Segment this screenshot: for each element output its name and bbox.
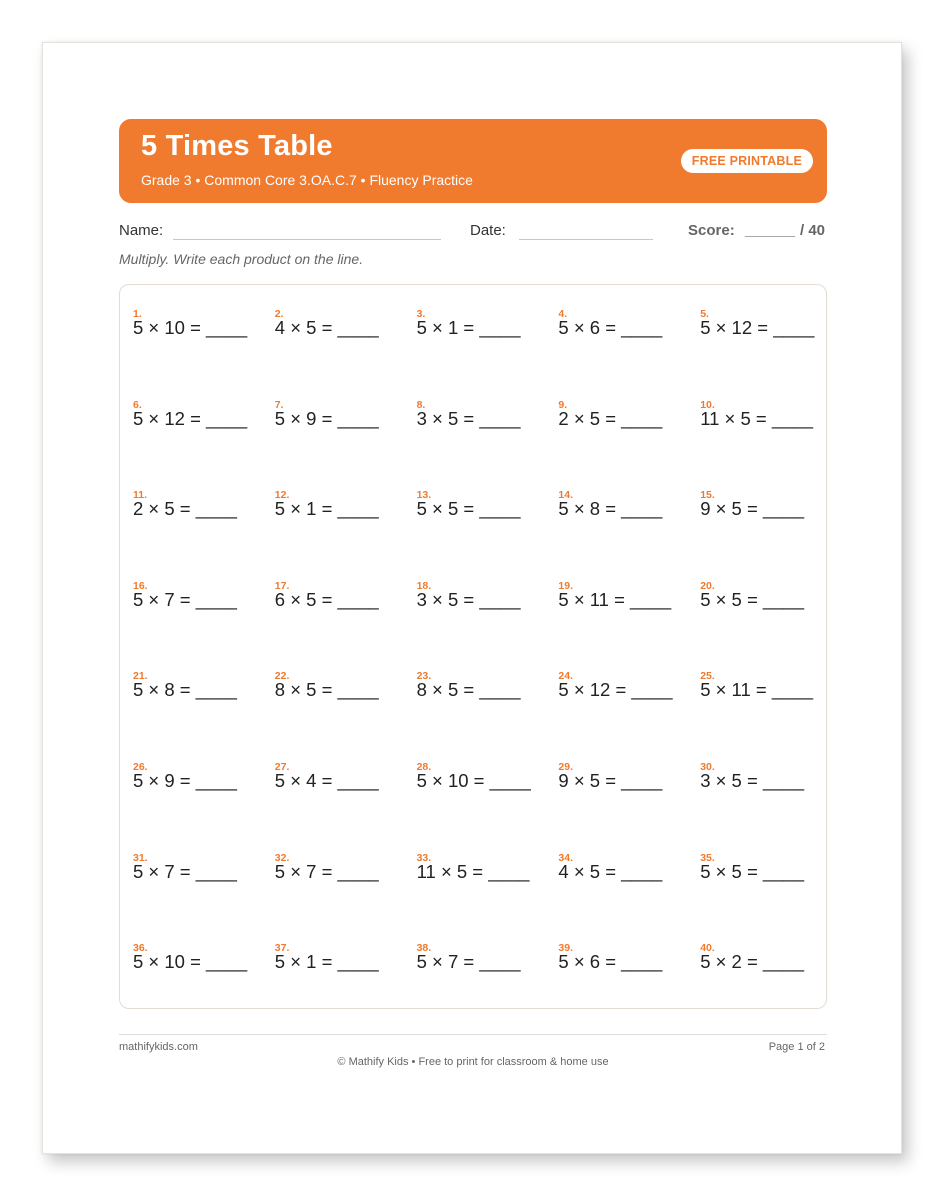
problem-item[interactable] <box>558 761 698 801</box>
problem-number: 20. <box>700 579 715 592</box>
title-banner <box>119 119 827 203</box>
problem-item[interactable] <box>558 489 698 529</box>
problem-equation: 5 × 1 = ____ <box>274 951 379 973</box>
problem-item[interactable] <box>558 399 698 439</box>
problem-equation: 5 × 12 = ____ <box>133 407 248 429</box>
problem-equation: 5 × 5 = ____ <box>700 860 805 882</box>
problem-item[interactable] <box>275 670 415 710</box>
problem-equation: 5 × 7 = ____ <box>133 860 237 882</box>
problem-number: 28. <box>416 761 432 773</box>
name-field[interactable] <box>173 239 441 240</box>
problem-item[interactable] <box>133 308 273 348</box>
worksheet-subtitle: Grade 3 • Common Core 3.OA.C.7 • Fluency Practice <box>141 172 473 188</box>
problem-item[interactable] <box>275 489 415 529</box>
problem-equation: 5 × 5 = ____ <box>416 498 521 520</box>
problem-equation: 3 × 5 = ____ <box>416 588 521 610</box>
problem-item[interactable] <box>275 942 415 982</box>
problem-number: 22. <box>274 670 290 683</box>
problem-item[interactable] <box>133 670 273 710</box>
problem-number: 10. <box>700 398 715 411</box>
problem-number: 24. <box>558 670 573 683</box>
problem-number: 32. <box>274 851 290 864</box>
problem-equation: 5 × 12 = ____ <box>700 317 815 338</box>
problem-item[interactable] <box>700 489 840 529</box>
problem-number: 38. <box>416 942 432 955</box>
problem-item[interactable] <box>558 580 698 620</box>
problem-number: 30. <box>700 761 715 773</box>
problem-number: 35. <box>700 851 715 864</box>
instructions: Multiply. Write each product on the line. <box>119 251 364 267</box>
name-label: Name: <box>119 222 164 239</box>
problem-equation: 3 × 5 = ____ <box>700 770 805 791</box>
problem-equation: 6 × 5 = ____ <box>274 588 379 610</box>
problem-number: 13. <box>416 489 432 502</box>
problem-equation: 2 × 5 = ____ <box>558 407 663 429</box>
score-label: Score: <box>688 222 735 239</box>
problem-item[interactable] <box>700 308 840 348</box>
score-field[interactable]: ______ <box>745 222 796 239</box>
problem-item[interactable] <box>558 670 698 710</box>
problem-number: 33. <box>416 851 432 864</box>
problem-equation: 9 × 5 = ____ <box>700 498 805 520</box>
problem-equation: 8 × 5 = ____ <box>416 679 521 701</box>
footer-divider <box>119 1034 827 1035</box>
problem-equation: 5 × 7 = ____ <box>133 588 237 610</box>
problem-number: 23. <box>416 670 432 683</box>
problem-number: 12. <box>274 489 290 502</box>
worksheet-title: 5 Times Table <box>141 130 333 162</box>
problem-item[interactable] <box>417 761 557 801</box>
problem-equation: 5 × 11 = ____ <box>700 679 814 701</box>
date-label: Date: <box>470 222 506 239</box>
problem-equation: 5 × 2 = ____ <box>700 951 805 973</box>
problem-number: 14. <box>558 489 573 502</box>
problem-number: 37. <box>274 942 290 955</box>
problem-number: 9. <box>558 398 568 411</box>
problem-number: 8. <box>416 398 426 411</box>
problem-equation: 5 × 11 = ____ <box>558 588 672 610</box>
problem-equation: 5 × 4 = ____ <box>274 770 379 791</box>
free-printable-badge: FREE PRINTABLE <box>681 149 813 173</box>
problem-number: 39. <box>558 942 573 955</box>
problem-equation: 5 × 7 = ____ <box>274 860 379 882</box>
problem-item[interactable] <box>133 852 273 892</box>
problem-number: 2. <box>274 308 284 320</box>
problem-item[interactable] <box>133 399 273 439</box>
problem-number: 3. <box>416 308 426 320</box>
problem-equation: 5 × 10 = ____ <box>133 317 248 338</box>
problem-item[interactable] <box>133 942 273 982</box>
problem-number: 6. <box>133 398 142 411</box>
problem-number: 40. <box>700 942 715 955</box>
score-total: / 40 <box>800 222 826 239</box>
problem-equation: 8 × 5 = ____ <box>274 679 379 701</box>
problem-item[interactable] <box>558 942 698 982</box>
problem-item[interactable] <box>133 761 273 801</box>
date-field[interactable] <box>519 239 653 240</box>
problem-item[interactable] <box>417 942 557 982</box>
problem-item[interactable] <box>417 308 557 348</box>
problem-equation: 5 × 6 = ____ <box>558 317 663 338</box>
problem-number: 17. <box>274 579 290 592</box>
problem-equation: 5 × 9 = ____ <box>133 770 237 791</box>
problem-equation: 5 × 12 = ____ <box>558 679 673 701</box>
problem-item[interactable] <box>133 580 273 620</box>
worksheet-page <box>42 42 902 1154</box>
problem-equation: 5 × 7 = ____ <box>416 951 521 973</box>
problem-number: 27. <box>274 761 290 773</box>
problem-equation: 5 × 10 = ____ <box>133 951 248 973</box>
problem-item[interactable] <box>700 670 840 710</box>
problem-item[interactable] <box>700 852 840 892</box>
problem-equation: 2 × 5 = ____ <box>133 498 237 520</box>
problem-item[interactable] <box>700 942 840 982</box>
problem-number: 15. <box>700 489 715 502</box>
student-info-row <box>119 222 827 244</box>
problem-grid <box>119 284 827 1009</box>
problem-equation: 4 × 5 = ____ <box>274 317 379 338</box>
problem-equation: 5 × 1 = ____ <box>416 317 521 338</box>
problem-item[interactable] <box>700 580 840 620</box>
problem-number: 11. <box>133 489 148 502</box>
problem-item[interactable] <box>700 399 840 439</box>
problem-item[interactable] <box>275 308 415 348</box>
problem-item[interactable] <box>275 399 415 439</box>
problem-number: 4. <box>558 308 568 320</box>
problem-item[interactable] <box>417 489 557 529</box>
problem-number: 18. <box>416 579 432 592</box>
problem-equation: 5 × 6 = ____ <box>558 951 663 973</box>
problem-number: 25. <box>700 670 715 683</box>
problem-equation: 9 × 5 = ____ <box>558 770 663 791</box>
problem-item[interactable] <box>417 852 557 892</box>
problem-equation: 11 × 5 = ____ <box>416 860 530 882</box>
problem-number: 29. <box>558 761 573 773</box>
problem-item[interactable] <box>558 852 698 892</box>
problem-number: 31. <box>133 851 148 864</box>
footer-site: mathifykids.com <box>119 1041 198 1053</box>
problem-item[interactable] <box>275 761 415 801</box>
problem-item[interactable] <box>417 580 557 620</box>
problem-number: 16. <box>133 579 148 592</box>
problem-number: 36. <box>133 942 148 955</box>
problem-number: 21. <box>133 670 148 683</box>
problem-equation: 5 × 1 = ____ <box>274 498 379 520</box>
problem-equation: 5 × 9 = ____ <box>274 407 379 429</box>
footer-page-number: Page 1 of 2 <box>768 1041 825 1053</box>
problem-equation: 5 × 10 = ____ <box>416 770 531 791</box>
footer-copyright: © Mathify Kids • Free to print for classroom & home use <box>337 1056 609 1068</box>
problem-equation: 4 × 5 = ____ <box>558 860 663 882</box>
problem-item[interactable] <box>417 670 557 710</box>
problem-equation: 5 × 8 = ____ <box>558 498 663 520</box>
problem-number: 5. <box>700 308 709 320</box>
problem-item[interactable] <box>275 852 415 892</box>
problem-equation: 5 × 5 = ____ <box>700 588 805 610</box>
problem-equation: 5 × 8 = ____ <box>133 679 237 701</box>
problem-equation: 11 × 5 = ____ <box>700 407 814 429</box>
problem-number: 1. <box>133 308 142 320</box>
problem-number: 7. <box>274 398 284 411</box>
problem-number: 26. <box>133 761 148 773</box>
problem-item[interactable] <box>133 489 273 529</box>
problem-item[interactable] <box>275 580 415 620</box>
problem-number: 34. <box>558 851 573 864</box>
problem-item[interactable] <box>558 308 698 348</box>
problem-equation: 3 × 5 = ____ <box>416 407 521 429</box>
problem-number: 19. <box>558 579 573 592</box>
problem-item[interactable] <box>417 399 557 439</box>
problem-item[interactable] <box>700 761 840 801</box>
